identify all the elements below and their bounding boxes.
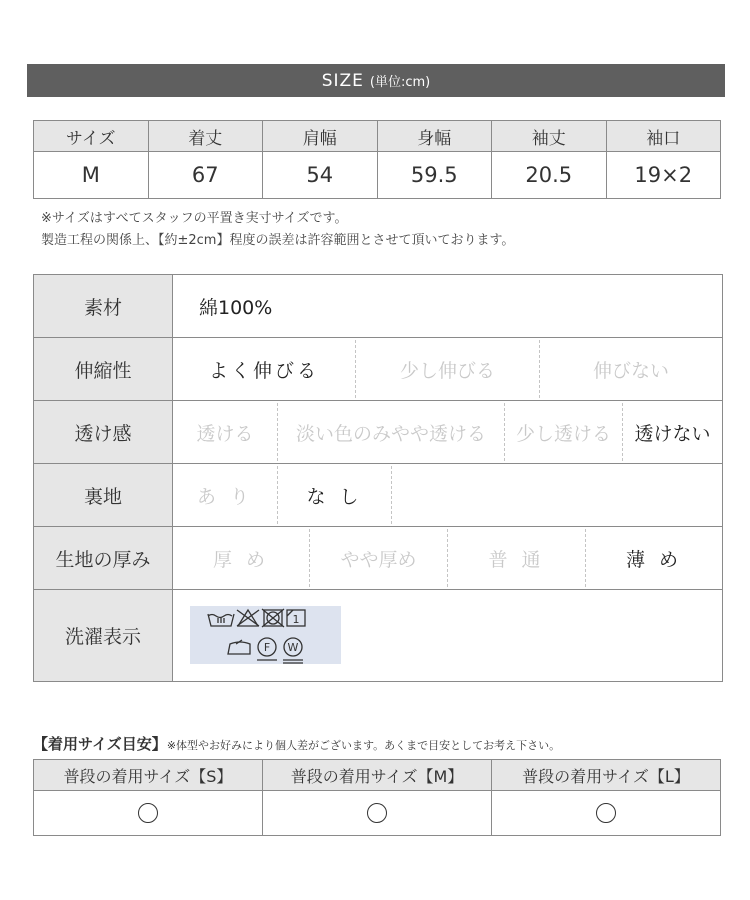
- spec-label-lining: 裏地: [34, 464, 173, 526]
- cuff-value: 19×2: [606, 152, 721, 199]
- care-symbols: [190, 606, 341, 664]
- width-value: 59.5: [377, 152, 492, 199]
- size-table-header-row: [34, 121, 721, 152]
- dry-clean-letter: F: [263, 641, 271, 654]
- thickness-option-thick: 厚 め: [173, 529, 310, 587]
- care-label-image: [190, 606, 341, 664]
- lining-option-no: な し: [278, 466, 392, 524]
- spec-row-lining: [34, 464, 722, 527]
- spec-label-sheer: 透け感: [34, 401, 173, 463]
- spec-row-material: [34, 275, 722, 338]
- iron-low-icon: [228, 640, 250, 654]
- banner-title: SIZE: [321, 70, 364, 91]
- size-value: M: [34, 152, 149, 199]
- fit-guide-subtitle: ※体型やお好みにより個人差がございます。あくまで目安としてお考え下さい。: [166, 739, 561, 752]
- size-table: [33, 120, 721, 199]
- spec-label-care: 洗濯表示: [34, 590, 173, 681]
- thickness-option-slightly-thick: やや厚め: [310, 529, 448, 587]
- length-value: 67: [148, 152, 263, 199]
- fit-header-m: 普段の着用サイズ【M】: [263, 760, 492, 791]
- no-bleach-icon: [237, 610, 259, 626]
- circle-mark-icon: [367, 803, 387, 823]
- size-header-cuff: 袖口: [606, 121, 721, 152]
- banner-unit: (単位:cm): [369, 75, 431, 90]
- fit-header-s: 普段の着用サイズ【S】: [34, 760, 263, 791]
- spec-table: [33, 274, 723, 682]
- hand-wash-icon: [208, 614, 234, 626]
- tumble-label: 1: [292, 613, 300, 626]
- fit-header-l: 普段の着用サイズ【L】: [492, 760, 721, 791]
- spec-row-care: [34, 590, 722, 682]
- fit-guide-title: [33, 733, 560, 754]
- sheer-option-sheer: 透ける: [173, 403, 278, 461]
- fit-guide-heading: 【着用サイズ目安】: [33, 735, 167, 753]
- spec-row-sheer: [34, 401, 722, 464]
- size-note-2: 製造工程の関係上、【約±2cm】程度の誤差は許容範囲とさせて頂いております。: [41, 233, 515, 248]
- size-note-1: ※サイズはすべてスタッフの平置き実寸サイズです。: [41, 211, 348, 226]
- fit-table-header-row: [34, 760, 721, 791]
- circle-mark-icon: [138, 803, 158, 823]
- spec-label-material: 素材: [34, 275, 173, 337]
- wet-clean-letter: W: [287, 641, 299, 654]
- size-banner: [27, 64, 725, 97]
- stretch-option-high: よく伸びる: [173, 340, 356, 398]
- sheer-option-slight: 少し透ける: [505, 403, 623, 461]
- size-header-sleeve: 袖丈: [492, 121, 607, 152]
- spec-row-stretch: [34, 338, 722, 401]
- fit-cell-s: [34, 791, 263, 836]
- stretch-option-none: 伸びない: [592, 359, 669, 382]
- thickness-option-normal: 普 通: [448, 529, 586, 587]
- circle-mark-icon: [596, 803, 616, 823]
- fit-table-row: [34, 791, 721, 836]
- lining-option-yes: あ り: [173, 466, 278, 524]
- size-header-shoulder: 肩幅: [263, 121, 378, 152]
- size-table-row: [34, 152, 721, 199]
- size-header-length: 着丈: [148, 121, 263, 152]
- sheer-option-none: 透けない: [634, 422, 711, 445]
- sheer-option-light-colors: 淡い色のみやや透ける: [278, 403, 505, 461]
- shoulder-value: 54: [263, 152, 378, 199]
- spec-label-thickness: 生地の厚み: [34, 527, 173, 589]
- material-value: 綿100%: [199, 296, 273, 319]
- stretch-option-mid: 少し伸びる: [356, 340, 540, 398]
- fit-cell-m: [263, 791, 492, 836]
- no-tumble-dry-icon: [262, 609, 284, 627]
- fit-cell-l: [492, 791, 721, 836]
- lining-empty-cell: [392, 466, 722, 524]
- size-header-width: 身幅: [377, 121, 492, 152]
- spec-row-thickness: [34, 527, 722, 590]
- size-header-size: サイズ: [34, 121, 149, 152]
- thickness-option-thin: 薄 め: [625, 548, 683, 571]
- fit-table: [33, 759, 721, 836]
- spec-label-stretch: 伸縮性: [34, 338, 173, 400]
- sleeve-value: 20.5: [492, 152, 607, 199]
